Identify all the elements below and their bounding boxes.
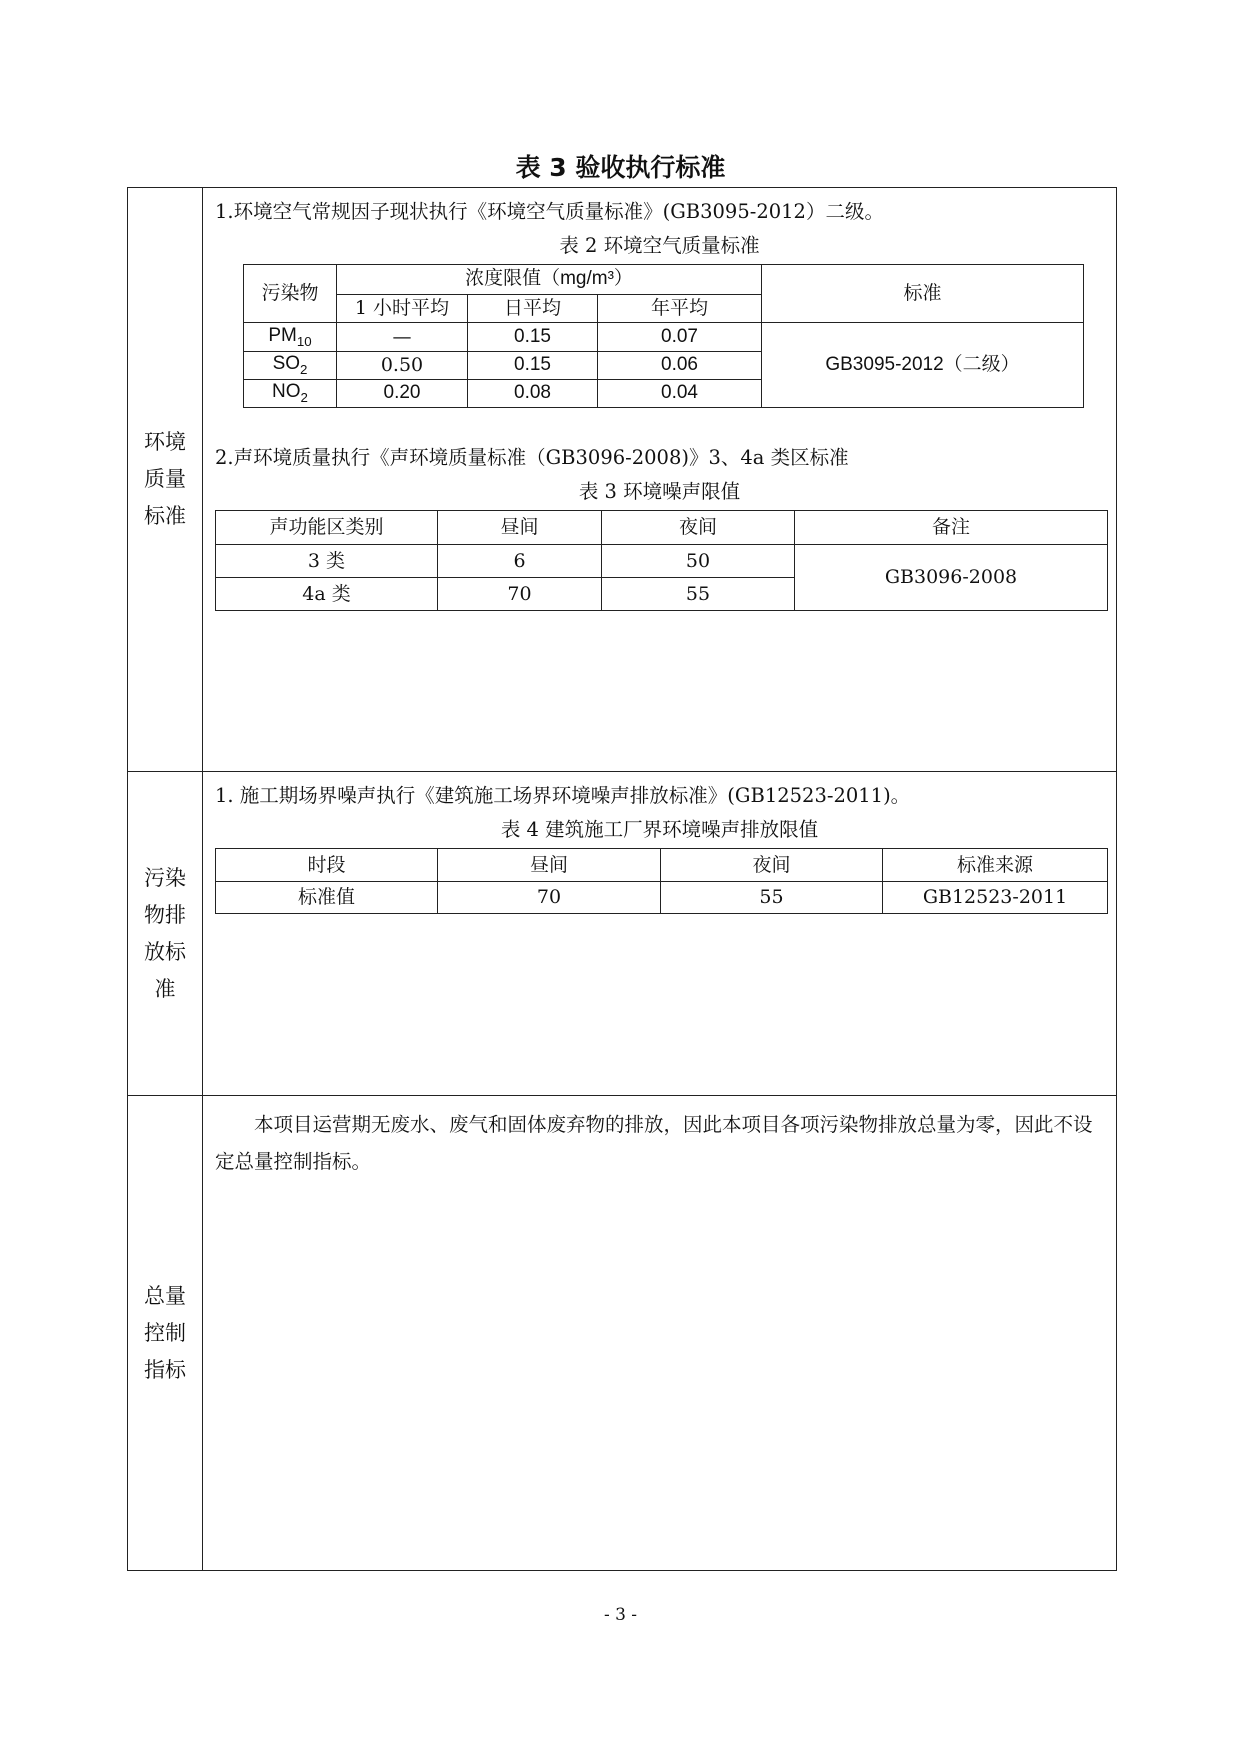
remark-value: GB3096-2008 bbox=[795, 545, 1108, 611]
pollution-emission-row bbox=[128, 772, 1117, 1096]
total-control-content bbox=[203, 1096, 1117, 1571]
table3-caption: 表 3 环境噪声限值 bbox=[578, 480, 741, 503]
standard-value: GB3095-2012（二级） bbox=[762, 323, 1084, 408]
pollutant-cell: $PM_{10}$ bbox=[244, 323, 337, 352]
header-zone-category: 声功能区类别 bbox=[216, 511, 438, 545]
header-concentration: 浓度限值（mg/m³） bbox=[337, 265, 762, 295]
source-value: GB12523-2011 bbox=[883, 882, 1108, 914]
label-line: 物排 bbox=[144, 902, 186, 927]
night-limit: 55 bbox=[661, 882, 883, 914]
hour-value: 0.50 bbox=[337, 352, 468, 380]
day-limit: 70 bbox=[438, 578, 602, 611]
year-value: 0.06 bbox=[598, 352, 762, 380]
day-value: 0.15 bbox=[468, 323, 598, 352]
label-line: 放标 bbox=[144, 939, 186, 964]
construction-noise-table bbox=[215, 848, 1108, 914]
header-year-avg: 年平均 bbox=[598, 295, 762, 323]
noise-limit-table bbox=[215, 510, 1108, 611]
hour-value: 0.20 bbox=[337, 380, 468, 408]
header-remark: 备注 bbox=[795, 511, 1108, 545]
label-line: 控制 bbox=[144, 1320, 186, 1345]
header-source: 标准来源 bbox=[883, 849, 1108, 882]
table2-caption: 表 2 环境空气质量标准 bbox=[559, 234, 760, 257]
label-line: 准 bbox=[154, 976, 176, 1001]
day-limit: 6 bbox=[438, 545, 602, 578]
day-value: 0.15 bbox=[468, 352, 598, 380]
period-value: 标准值 bbox=[216, 882, 438, 914]
pollution-emission-content bbox=[203, 772, 1117, 1096]
label-line: 环境 bbox=[144, 430, 186, 454]
night-limit: 55 bbox=[602, 578, 795, 611]
noise-standard-text: 2.声环境质量执行《声环境质量标准（GB3096-2008)》3、4a 类区标准 bbox=[215, 446, 849, 469]
page-number: - 3 - bbox=[603, 1605, 638, 1625]
air-quality-table bbox=[243, 264, 1084, 408]
header-day: 昼间 bbox=[438, 849, 661, 882]
header-night: 夜间 bbox=[661, 849, 883, 882]
total-control-text: 本项目运营期无废水、废气和固体废弃物的排放，因此本项目各项污染物排放总量为零，因此不设定总量控制指标。 bbox=[215, 1113, 1093, 1173]
air-standard-text: 1.环境空气常规因子现状执行《环境空气质量标准》(GB3095-2012）二级。 bbox=[215, 200, 884, 223]
header-day: 昼间 bbox=[438, 511, 602, 545]
header-hour-avg: 1 小时平均 bbox=[337, 295, 468, 323]
label-line: 总量 bbox=[144, 1283, 186, 1308]
pollution-emission-label bbox=[128, 772, 203, 1096]
total-control-row bbox=[128, 1096, 1117, 1571]
acceptance-standards-table bbox=[127, 187, 1117, 1571]
env-quality-label bbox=[128, 188, 203, 772]
label-line: 标准 bbox=[144, 504, 186, 528]
header-standard: 标准 bbox=[762, 265, 1084, 323]
night-limit: 50 bbox=[602, 545, 795, 578]
label-line: 质量 bbox=[144, 467, 186, 491]
env-quality-row bbox=[128, 188, 1117, 772]
table4-caption: 表 4 建筑施工厂界环境噪声排放限值 bbox=[500, 818, 819, 841]
label-line: 指标 bbox=[144, 1357, 186, 1382]
table-row bbox=[244, 323, 1084, 352]
pollutant-cell: $SO_2$ bbox=[244, 352, 337, 380]
year-value: 0.07 bbox=[598, 323, 762, 352]
env-quality-content bbox=[203, 188, 1117, 772]
label-line: 污染 bbox=[144, 865, 186, 890]
table-row bbox=[216, 545, 1108, 578]
year-value: 0.04 bbox=[598, 380, 762, 408]
construction-noise-text: 1. 施工期场界噪声执行《建筑施工场界环境噪声排放标准》(GB12523-2011)。 bbox=[215, 784, 911, 807]
header-pollutant: 污染物 bbox=[244, 265, 337, 323]
header-night: 夜间 bbox=[602, 511, 795, 545]
day-limit: 70 bbox=[438, 882, 661, 914]
header-period: 时段 bbox=[216, 849, 438, 882]
pollutant-cell: $NO_2$ bbox=[244, 380, 337, 408]
header-day-avg: 日平均 bbox=[468, 295, 598, 323]
zone-category: 4a 类 bbox=[216, 578, 438, 611]
day-value: 0.08 bbox=[468, 380, 598, 408]
table-row bbox=[216, 882, 1108, 914]
hour-value: — bbox=[337, 323, 468, 352]
total-control-label bbox=[128, 1096, 203, 1571]
zone-category: 3 类 bbox=[216, 545, 438, 578]
page-title: 表 3 验收执行标准 bbox=[515, 153, 726, 182]
